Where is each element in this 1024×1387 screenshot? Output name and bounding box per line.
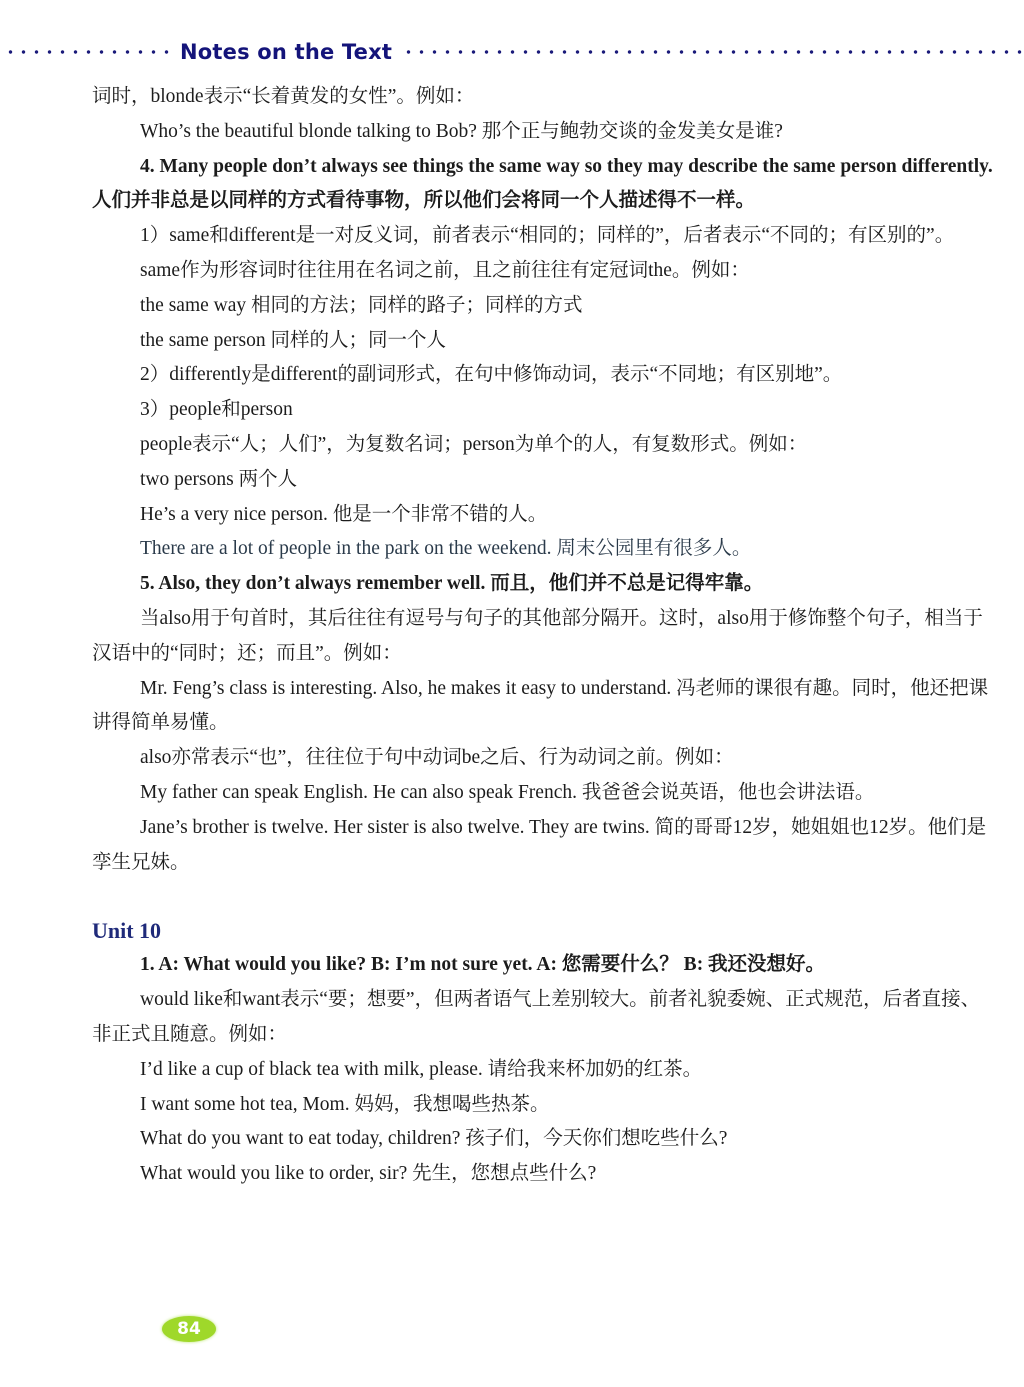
section-title: Notes on the Text xyxy=(180,40,393,64)
example-sentence: There are a lot of people in the park on the weekend. 周末公园里有很多人。 xyxy=(140,538,752,560)
paragraph: same作为形容词时往往用在名词之前，且之前往往有定冠词the。例如： xyxy=(140,259,750,281)
paragraph: people表示“人；人们”，为复数名词；person为单个的人，有复数形式。例如： xyxy=(140,433,808,455)
paragraph: 当also用于句首时，其后往往有逗号与句子的其他部分隔开。这时，also用于修饰整个句子，相当于汉语中的“同时；还；而且”。例如： xyxy=(92,607,983,664)
paragraph: would like和want表示“要；想要”，但两者语气上差别较大。前者礼貌委婉、正式规范，后者直接、非正式且随意。例如： xyxy=(92,989,981,1045)
example-sentence: Jane’s brother is twelve. Her sister is also twelve. They are twins. 简的哥哥12岁，她姐姐也12岁。他们是孪生兄妹。 xyxy=(92,816,987,873)
example-sentence: I want some hot tea, Mom. 妈妈，我想喝些热茶。 xyxy=(140,1093,550,1115)
example-phrase: the same way 相同的方法；同样的路子；同样的方式 xyxy=(140,294,583,316)
dotted-rule-left xyxy=(4,49,170,55)
page-number-badge: 84 xyxy=(162,1316,216,1342)
unit-title: Unit 10 xyxy=(92,918,162,944)
section-header xyxy=(0,36,1024,68)
paragraph: 2）differently是different的副词形式，在句中修饰动词，表示“不同地；有区别地”。 xyxy=(140,364,843,386)
dotted-rule-right xyxy=(402,49,1022,55)
example-sentence: Mr. Feng’s class is interesting. Also, he makes it easy to understand. 冯老师的课很有趣。同时，他还把课讲得简单易懂。 xyxy=(92,677,989,734)
paragraph: also亦常表示“也”，往往位于句中动词be之后、行为动词之前。例如： xyxy=(140,747,734,769)
example-sentence: My father can speak English. He can also speak French. 我爸爸会说英语，他也会讲法语。 xyxy=(140,781,875,803)
example-sentence: What would you like to order, sir? 先生，您想点些什么? xyxy=(140,1163,597,1185)
paragraph: 3）people和person xyxy=(140,399,293,421)
example-sentence: What do you want to eat today, children? 孩子们，今天你们想吃些什么? xyxy=(140,1128,728,1150)
note-heading-1: 1. A: What would you like? B: I’m not sure yet. A: 您需要什么？ B: 我还没想好。 xyxy=(140,954,826,976)
paragraph: 词时，blonde表示“长着黄发的女性”。例如： xyxy=(92,86,475,107)
example-sentence: I’d like a cup of black tea with milk, please. 请给我来杯加奶的红茶。 xyxy=(140,1058,703,1080)
paragraph: 1）same和different是一对反义词，前者表示“相同的；同样的”，后者表示“不同的；有区别的”。 xyxy=(140,225,955,247)
page-content xyxy=(92,80,998,1192)
example-sentence: He’s a very nice person. 他是一个非常不错的人。 xyxy=(140,503,548,525)
example-sentence: Who’s the beautiful blonde talking to Bob? 那个正与鲍勃交谈的金发美女是谁? xyxy=(140,120,783,142)
note-heading-5: 5. Also, they don’t always remember well. 而且，他们并不总是记得牢靠。 xyxy=(140,573,764,595)
note-heading-4: 4. Many people don’t always see things the same way so they may describe the same person differently. 人们并非总是以同样的方式看待事物，所以他们会将同一个人描述得不一样。 xyxy=(92,155,993,212)
example-phrase: the same person 同样的人；同一个人 xyxy=(140,329,447,351)
example-phrase: two persons 两个人 xyxy=(140,468,298,490)
